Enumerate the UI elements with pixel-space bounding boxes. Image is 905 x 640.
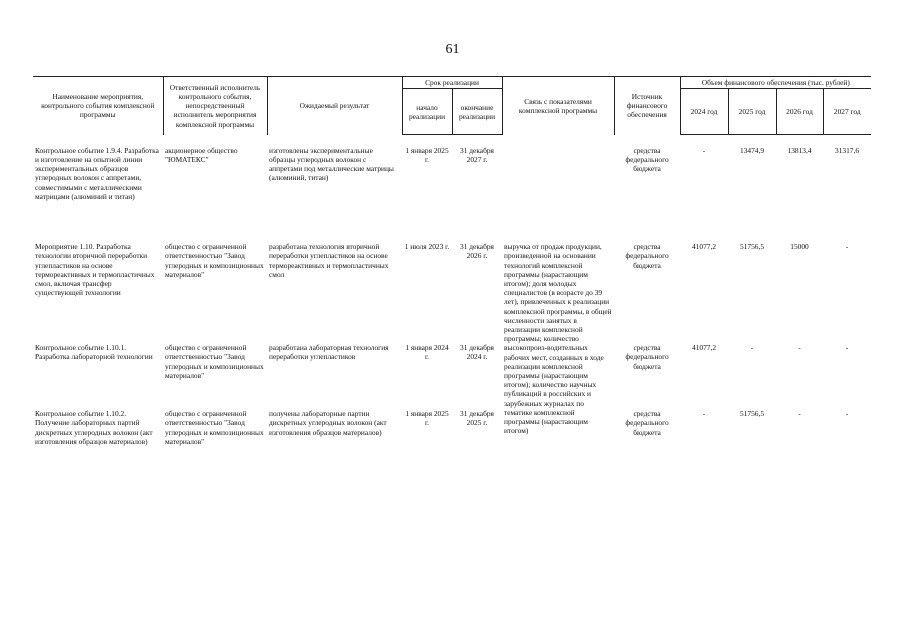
row-result: разработана технология вторичной переработки углепластиков на основе термореактивных и термопластичных смол (269, 242, 389, 279)
row-start: 1 июля 2023 г. (404, 242, 450, 252)
row-link (502, 135, 614, 243)
row-responsible: общество с ограниченной ответственностью "Завод углеродных и композиционных материалов" (165, 343, 264, 380)
table-row (33, 409, 871, 509)
row-2025: 51756,5 (740, 409, 765, 419)
header-2025: 2025 год (728, 89, 776, 135)
row-responsible: акционерное общество "ЮМАТЕКС" (165, 145, 238, 164)
row-2024: 41077,2 (692, 343, 717, 353)
row-name: Мероприятие 1.10. Разработка технологии вторичной переработки углепластиков на основе термореактивных и термопластичных смол, включая трансфер существующей технологии (35, 242, 155, 298)
header-name: Наименование мероприятия, контрольного события комплексной программы (33, 77, 163, 135)
row-start: 1 января 2025 г. (405, 409, 449, 428)
page-number: 61 (445, 42, 460, 57)
row-end: 31 декабря 2025 г. (460, 409, 494, 428)
row-2027: - (845, 343, 849, 353)
row-responsible: общество с ограниченной ответственностью "Завод углеродных и композиционных материалов" (165, 242, 264, 279)
header-funding-group: Объем финансового обеспечения (тыс. рублей) (680, 77, 871, 89)
header-2027: 2027 год (823, 89, 871, 135)
header-2024: 2024 год (680, 89, 728, 135)
row-end: 31 декабря 2026 г. (460, 242, 494, 261)
row-2026: - (798, 343, 801, 353)
header-source: Источник финансового обеспечения (614, 77, 680, 135)
header-link: Связь с показателями комплексной программы (502, 77, 614, 135)
row-responsible: общество с ограниченной ответственностью "Завод углеродных и композиционных материалов" (165, 409, 264, 446)
row-link: выручка от продаж продукции, произведенной на основании технологий комплексной программы (нарастающим итогом); доля молодых специалистов (в возрасте до 39 лет), привлеченных к реализации комплексной программы, в общей численности занятых в реализации комплексной программы; количество высокопроиз-водительных рабочих мест, созданных в ходе реализации комплексной программы (нарастающим итогом); количество научных публикаций в российских и зарубежных журналах по тематике комплексной программы (нарастающим итогом) (504, 242, 612, 436)
table-row (33, 135, 871, 243)
header-result: Ожидаемый результат (267, 77, 402, 135)
header-start: начало реализации (402, 89, 452, 135)
row-name: Контрольное событие 1.9.4. Разработка и изготовление на опытной линии экспериментальных образцов углеродных волокон с аппретами, совместимыми с металлическими матрицами (алюминий и титан) (35, 145, 159, 201)
row-2026: 15000 (790, 242, 809, 252)
row-end: 31 декабря 2027 г. (460, 146, 494, 165)
row-2024: - (702, 146, 706, 156)
row-2027: - (845, 409, 849, 419)
row-2025: - (750, 343, 754, 353)
row-2027: 31317,6 (835, 146, 860, 156)
row-name: Контрольное событие 1.10.2. Получение лабораторных партий дискретных углеродных волокон (акт изготовления образцов материалов) (35, 409, 153, 446)
header-period-group: Срок реализации (402, 77, 502, 89)
header-responsible: Ответственный исполнитель контрольного события, непосредственный исполнитель мероприятия комплексной программы (163, 77, 267, 135)
row-result: разработана лабораторная технология переработки углепластиков (269, 343, 389, 362)
row-end: 31 декабря 2024 г. (460, 343, 494, 362)
row-source: средства федерального бюджета (625, 409, 669, 437)
row-start: 1 января 2024 г. (405, 343, 449, 362)
row-2025: 51756,5 (740, 242, 765, 252)
row-start: 1 января 2025 г. (405, 146, 449, 165)
row-2024: 41077,2 (692, 242, 717, 252)
row-name: Контрольное событие 1.10.1. Разработка лабораторной технологии (35, 343, 153, 362)
row-source: средства федерального бюджета (625, 343, 669, 371)
row-2026: 13813,4 (787, 146, 812, 156)
header-end: окончание реализации (452, 89, 502, 135)
row-result: получены лабораторные партии дискретных углеродных волокон (акт изготовления образцов материалов) (269, 409, 387, 437)
row-2027: - (845, 242, 849, 252)
row-2026: - (798, 409, 801, 419)
table-row (33, 242, 871, 343)
row-result: изготовлены экспериментальные образцы углеродных волокон с аппретами под металлические матрицы (алюминий, титан) (269, 145, 394, 183)
row-source: средства федерального бюджета (625, 242, 669, 270)
table-row (33, 343, 871, 409)
program-table (33, 76, 871, 509)
row-2024: - (702, 409, 706, 419)
header-2026: 2026 год (776, 89, 823, 135)
row-2025: 13474,9 (740, 146, 765, 156)
row-source: средства федерального бюджета (625, 145, 669, 174)
